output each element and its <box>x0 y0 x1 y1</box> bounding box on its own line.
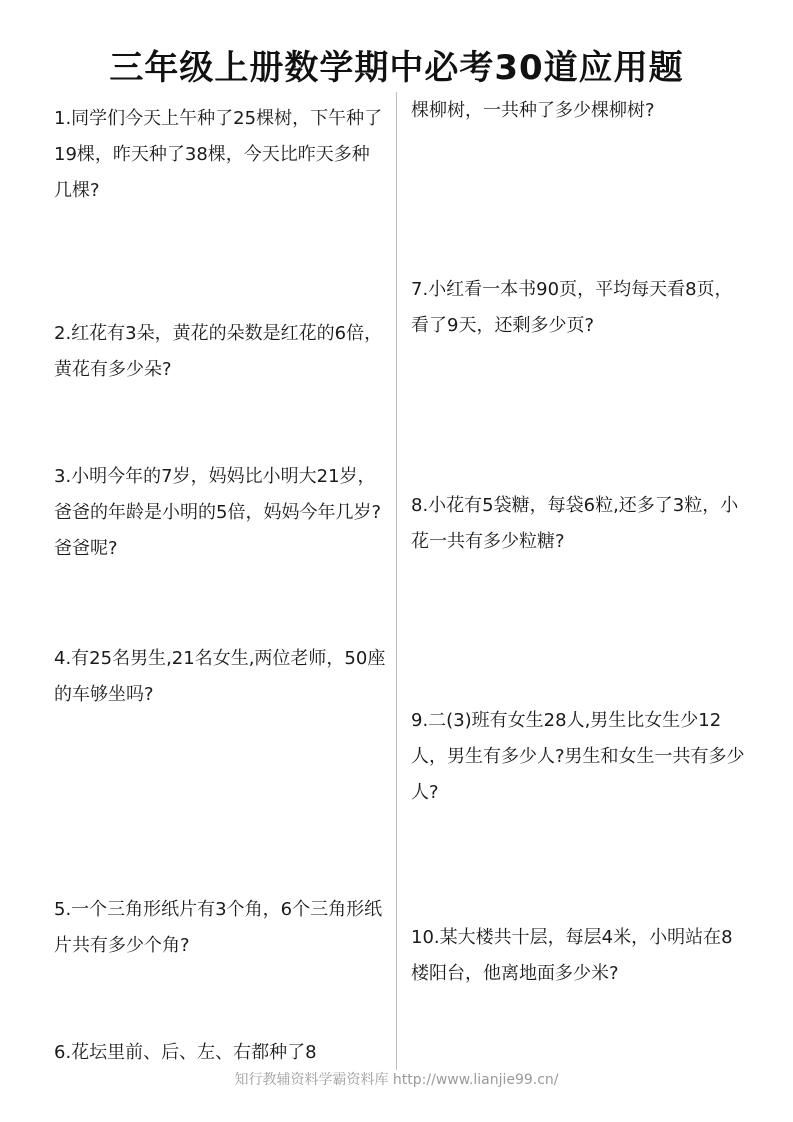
question-7: 7.小红看一本书90页，平均每天看8页，看了9天，还剩多少页? <box>411 279 733 336</box>
question-3: 3.小明今年的7岁，妈妈比小明大21岁，爸爸的年龄是小明的5倍，妈妈今年几岁? 爸爸呢? <box>54 466 382 559</box>
question-10: 10.某大楼共十层，每层4米，小明站在8楼阳台，他离地面多少米? <box>411 927 733 984</box>
question-6-continued: 棵柳树，一共种了多少棵柳树? <box>411 100 655 121</box>
column-divider <box>396 92 397 1070</box>
question-2: 2.红花有3朵，黄花的朵数是红花的6倍，黄花有多少朵? <box>54 323 383 380</box>
question-1: 1.同学们今天上午种了25棵树，下午种了19棵，昨天种了38棵，今天比昨天多种几棵? <box>54 108 383 201</box>
footer-source: 知行教辅资料学霸资料库 http://www.lianjie99.cn/ <box>234 1072 559 1088</box>
page-title: 三年级上册数学期中必考30道应用题 <box>109 48 684 88</box>
question-8: 8.小花有5袋糖，每袋6粒,还多了3粒，小花一共有多少粒糖? <box>411 495 739 552</box>
question-5: 5.一个三角形纸片有3个角，6个三角形纸片共有多少个角? <box>54 899 383 956</box>
question-4: 4.有25名男生,21名女生,两位老师，50座的车够坐吗? <box>54 648 386 705</box>
question-9: 9.二(3)班有女生28人,男生比女生少12人，男生有多少人?男生和女生一共有多少人? <box>411 710 745 803</box>
question-6: 6.花坛里前、后、左、右都种了8 <box>54 1042 317 1063</box>
